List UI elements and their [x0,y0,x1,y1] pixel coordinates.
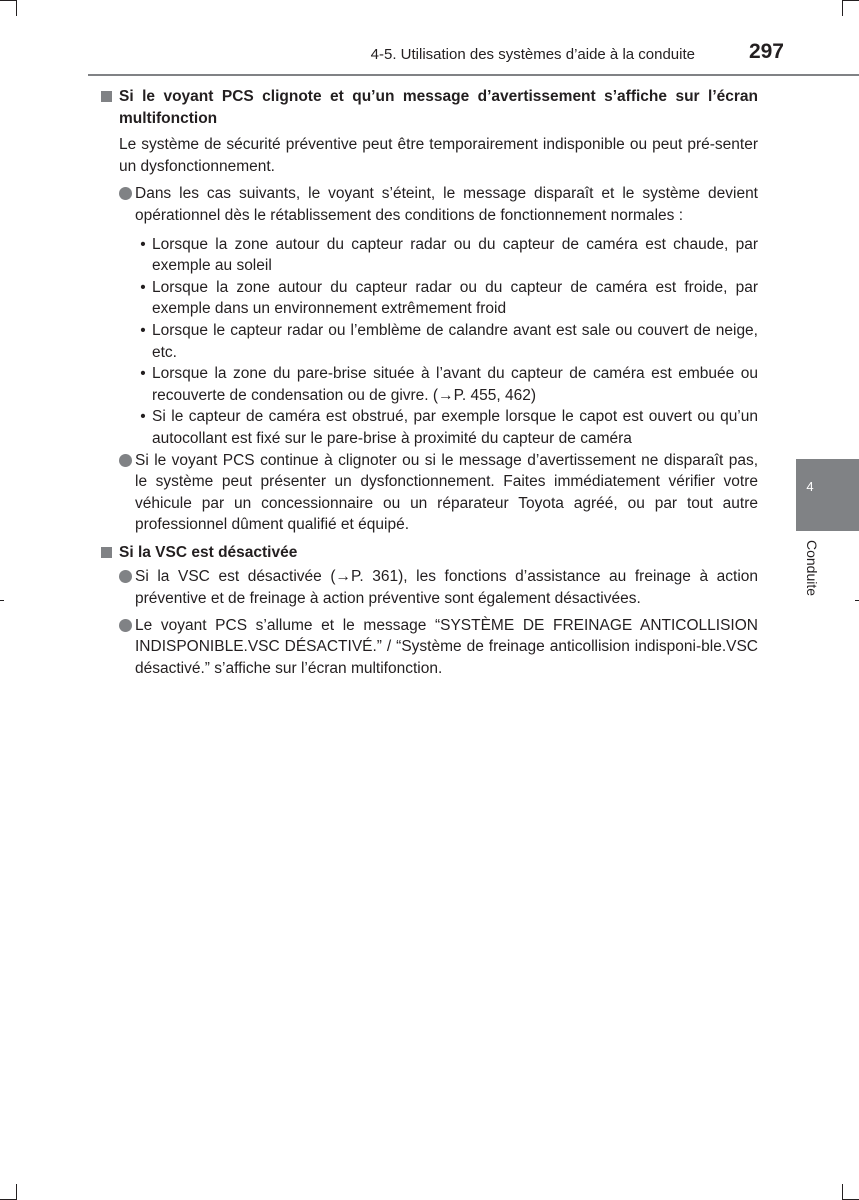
list-item-text: Si le voyant PCS continue à clignoter ou si le message d’avertissement ne disparaît pas, le système peut présenter un dysfonctionnement. Faites immédiatement vérifier votre véhicule par un concessionnaire ou un réparateur Toyota agréé, ou par tout autre professionnel dûment qualifié et équipé. [135,451,758,534]
sub-list-item [100,363,758,406]
dot-icon: • [140,321,146,339]
list-item [100,566,758,609]
section-heading [100,86,758,129]
dot-icon: • [140,278,146,296]
crop-mark [16,0,17,16]
chapter-label: Conduite [804,540,820,597]
sub-list-item [100,277,758,320]
sub-list-item [100,234,758,277]
gray-circle-icon [119,454,132,467]
header-rule [88,74,859,76]
page-number: 297 [748,40,784,63]
gray-circle-icon [119,187,132,200]
crop-mark [16,1184,17,1200]
section-title: 4-5. Utilisation des systèmes d’aide à la conduite [370,46,695,63]
sub-list-item-text: Lorsque la zone autour du capteur radar ou du capteur de caméra est froide, par exemple dans un environnement extrêmement froid [152,278,758,318]
sub-list-item-text: Si le capteur de caméra est obstrué, par exemple lorsque le capot est ouvert ou qu’un autocollant est fixé sur le pare-brise à proximité du capteur de caméra [152,408,758,447]
list-item-text: Dans les cas suivants, le voyant s’éteint, le message disparaît et le système devient opérationnel dès le rétablissement des conditions de fonctionnement normales : [135,185,758,224]
list-item [100,450,758,536]
sub-list-item-text: Lorsque la zone du pare-brise située à l’avant du capteur de caméra est embuée ou recouverte de condensation ou de givre. (→P. 455, 462) [152,365,758,404]
list-item-text: Si la VSC est désactivée (→P. 361), les fonctions d’assistance au freinage à action préventive et de freinage à action préventive sont également désactivées. [135,568,758,608]
section-heading-text: Si la VSC est désactivée [119,543,298,561]
gray-circle-icon [119,570,132,583]
chapter-tab [796,459,859,531]
list-item-text: Le voyant PCS s’allume et le message “SYSTÈME DE FREINAGE ANTICOLLISION INDISPONIBLE.VSC DÉSACTIVÉ.” / “Système de freinage anticollision indisponi-ble.VSC désactivé.” s’affiche sur l’écran multifonction. [135,616,758,677]
crop-mark [843,0,859,1]
crop-mark [855,600,859,601]
sub-list-item [100,406,758,449]
section-heading-text: Si le voyant PCS clignote et qu’un message d’avertissement s’affiche sur l’écran multifonction [119,88,758,127]
dot-icon: • [140,235,146,253]
crop-mark [0,0,16,1]
sub-list-item-text: Lorsque la zone autour du capteur radar ou du capteur de caméra est chaude, par exemple au soleil [152,235,758,275]
gray-circle-icon [119,619,132,632]
crop-mark [0,600,4,601]
crop-mark [842,1184,843,1200]
crop-mark [842,0,843,16]
section-intro: Le système de sécurité préventive peut être temporairement indisponible ou peut pré-senter un dysfonctionnement. [119,136,758,175]
chapter-number: 4 [806,479,814,494]
list-item [100,183,758,226]
sub-list-item-text: Lorsque le capteur radar ou l’emblème de calandre avant est sale ou couvert de neige, etc. [152,321,758,361]
dot-icon: • [140,408,146,426]
section-heading [100,542,758,564]
sub-list-item [100,320,758,363]
main-content [100,86,758,679]
dot-icon: • [140,365,146,383]
gray-square-icon [101,91,112,102]
list-item [100,615,758,680]
gray-square-icon [101,547,112,558]
